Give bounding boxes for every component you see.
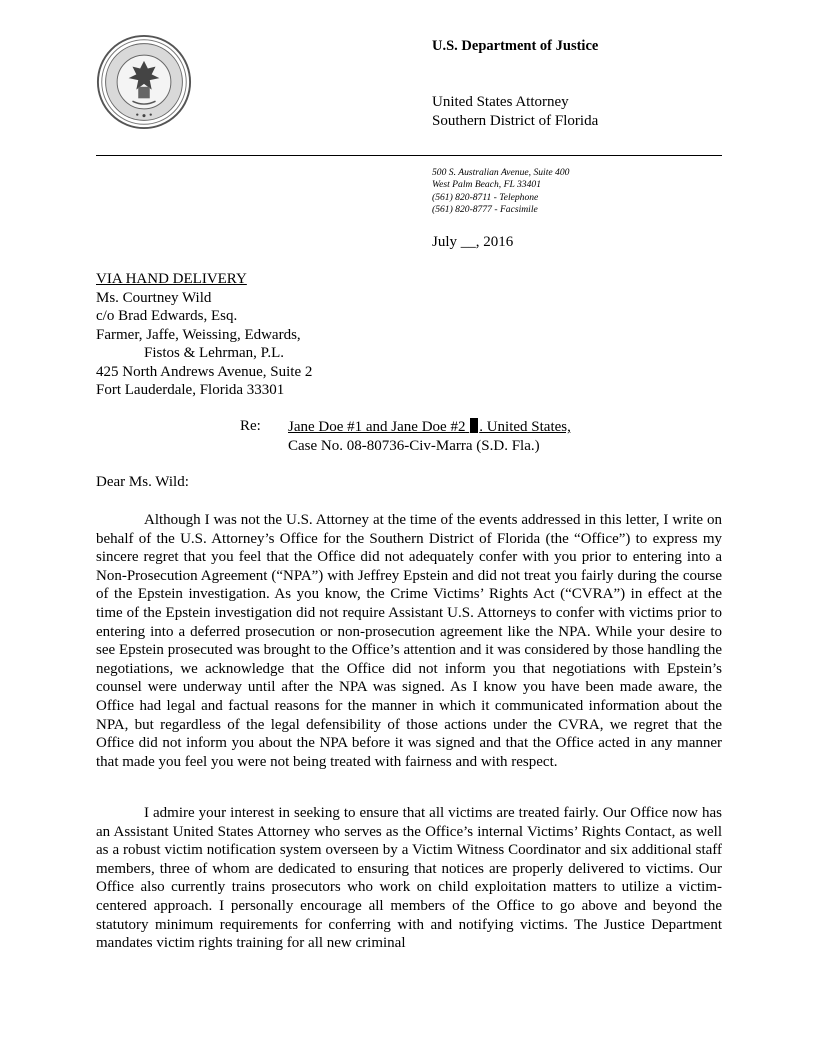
salutation: Dear Ms. Wild:	[96, 474, 189, 490]
recipient-line: c/o Brad Edwards, Esq.	[96, 308, 238, 324]
address-line-2: West Palm Beach, FL 33401	[432, 179, 541, 191]
department-heading: U.S. Department of Justice	[432, 38, 599, 54]
address-line-1: 500 S. Australian Avenue, Suite 400	[432, 167, 570, 178]
telephone: (561) 820-8711 - Telephone	[432, 191, 539, 203]
recipient-block	[96, 270, 312, 400]
case-caption-part2: . United States,	[479, 419, 571, 435]
letterhead-divider	[96, 155, 722, 156]
recipient-line: Fistos & Lehrman, P.L.	[144, 345, 285, 361]
recipient-line: 425 North Andrews Avenue, Suite 2	[96, 363, 313, 380]
office-line-1: United States Attorney	[432, 94, 569, 110]
re-label: Re:	[240, 418, 261, 434]
facsimile: (561) 820-8777 - Facsimile	[432, 203, 538, 215]
delivery-method: VIA HAND DELIVERY	[96, 271, 247, 287]
recipient-line: Ms. Courtney Wild	[96, 289, 212, 306]
office-name	[432, 93, 598, 131]
doj-seal-logo	[96, 34, 192, 130]
re-subject	[288, 418, 571, 455]
recipient-line: Farmer, Jaffe, Weissing, Edwards,	[96, 326, 301, 343]
case-caption-part1: Jane Doe #1 and Jane Doe #2	[288, 419, 466, 435]
redaction-block	[470, 418, 478, 433]
letter-date: July __, 2016	[432, 234, 514, 250]
case-caption	[288, 418, 571, 437]
office-line-2: Southern District of Florida	[432, 113, 599, 129]
body-paragraph-2: I admire your interest in seeking to ensure that all victims are treated fairly. Our Office now has an Assistant United States Attorney who serves as the Office’s internal Victims’ Rights Contact, as well as a robust victim notification system overseen by a Victim Witness Coordinator and six additional staff members, three of whom are dedicated to ensuring that notices are properly delivered to victims. Our Office also currently trains prosecutors who work on child exploitation matters to utilize a victim-centered approach. I personally encourage all members of the Office to go above and beyond the statutory minimum requirements for conferring with and notifying victims. The Justice Department mandates victim rights training for all new criminal	[96, 805, 722, 952]
body-paragraph-1: Although I was not the U.S. Attorney at the time of the events addressed in this letter, I write on behalf of the U.S. Attorney’s Office for the Southern District of Florida (the “Office”) to express my sincere regret that you feel that the Office did not adequately confer with you prior to entering into a Non-Prosecution Agreement (“NPA”) with Jeffrey Epstein and did not treat you fairly during the course of the Epstein investigation. As you know, the Crime Victims’ Rights Act (“CVRA”) in effect at the time of the Epstein investigation did not require Assistant U.S. Attorneys to confer with victims prior to entering into a deferred prosecution or non-prosecution agreement like the NPA. While your desire to see Epstein prosecuted was brought to the Office’s attention and it was considered by those handling the negotiations, we acknowledge that the Office did not inform you that negotiations with Epstein’s counsel were underway until after the NPA was signed. As I know you have been made aware, the Office had legal and factual reasons for the manner in which it communicated information about the NPA, but regardless of the legal defensibility of those actions under the CVRA, we regret that the Office did not inform you about the NPA before it was signed and that the Office acted in any manner that made you feel you were not being treated with fairness and with respect.	[96, 512, 722, 770]
office-contact-block	[432, 167, 569, 216]
recipient-line: Fort Lauderdale, Florida 33301	[96, 382, 285, 398]
case-number: Case No. 08-80736-Civ-Marra (S.D. Fla.)	[288, 437, 540, 454]
